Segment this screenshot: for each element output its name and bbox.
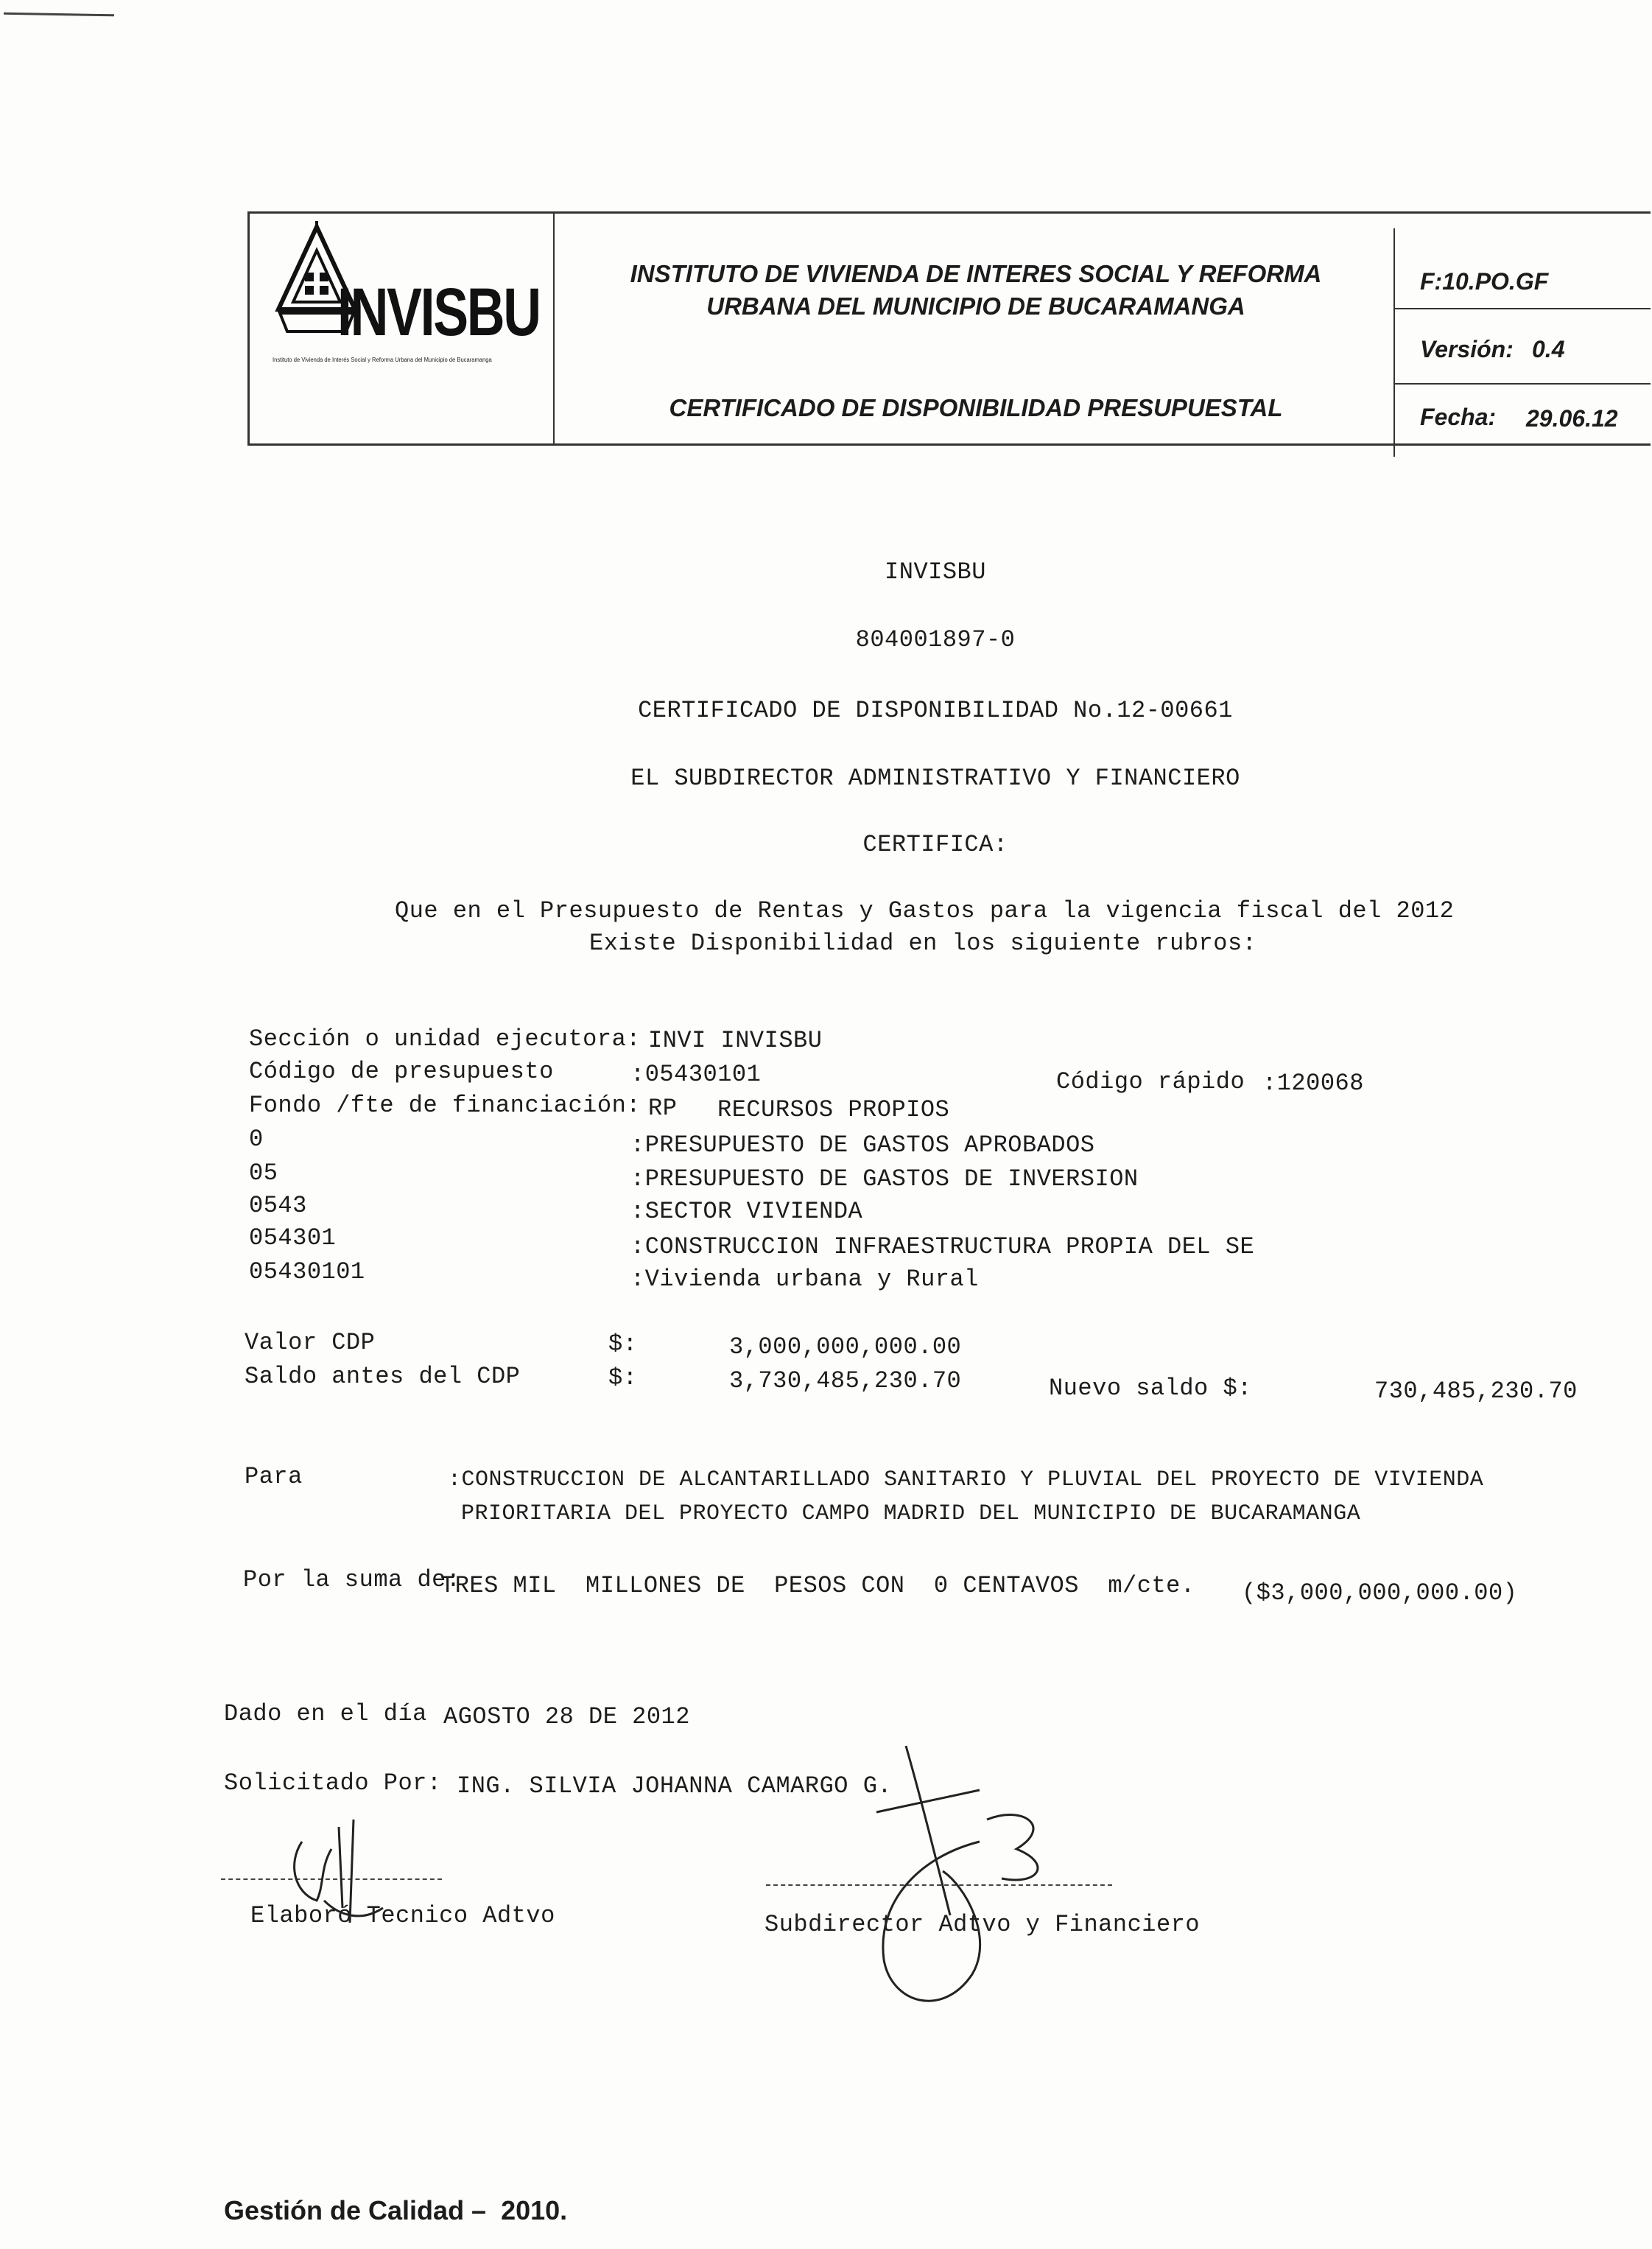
certificate-number: CERTIFICADO DE DISPONIBILIDAD No.12-00661 [638, 697, 1233, 724]
date-value: 29.06.12 [1526, 405, 1618, 432]
date-label: Fecha: [1420, 404, 1497, 430]
rubro-desc: :CONSTRUCCION INFRAESTRUCTURA PROPIA DEL SE [630, 1233, 1255, 1260]
solicitado-name: ING. SILVIA JOHANNA CAMARGO G. [457, 1772, 893, 1800]
codigo-rapido-value: :120068 [1262, 1070, 1364, 1097]
signature-left-caption: Elaboró Tecnico Adtvo [250, 1902, 555, 1929]
para-line1: :CONSTRUCCION DE ALCANTARILLADO SANITARIO Y PLUVIAL DEL PROYECTO DE VIVIENDA [448, 1467, 1484, 1492]
handwritten-signature-right [832, 1738, 1068, 2033]
nuevo-saldo-label: Nuevo saldo $: [1049, 1375, 1252, 1402]
para-line2: PRIORITARIA DEL PROYECTO CAMPO MADRID DEL MUNICIPIO DE BUCARAMANGA [461, 1501, 1361, 1526]
solicitado-label: Solicitado Por: [224, 1769, 442, 1797]
seccion-value: INVI INVISBU [648, 1027, 823, 1054]
suma-number: ($3,000,000,000.00) [1242, 1579, 1518, 1607]
handwritten-signature-left [273, 1797, 420, 1930]
codigo-rapido-label: Código rápido [1056, 1068, 1245, 1095]
rubro-desc: :SECTOR VIVIENDA [630, 1198, 863, 1225]
rubro-desc: :Vivienda urbana y Rural [630, 1266, 979, 1293]
institution-line1: INSTITUTO DE VIVIENDA DE INTERES SOCIAL Y REFORMA [630, 260, 1322, 287]
rubro-code: 0543 [249, 1192, 307, 1219]
dado-date: AGOSTO 28 DE 2012 [443, 1703, 690, 1730]
codigo-value: :05430101 [630, 1061, 762, 1088]
logo [273, 221, 540, 383]
entity-name: INVISBU [885, 558, 986, 586]
form-code: F:10.PO.GF [1420, 268, 1549, 295]
valor-cdp-label: Valor CDP [245, 1329, 376, 1356]
fondo-label: Fondo /fte de financiación: [249, 1092, 641, 1119]
suma-words: TRES MIL MILLONES DE PESOS CON 0 CENTAVOS m/cte. [440, 1572, 1195, 1599]
institution-line2: URBANA DEL MUNICIPIO DE BUCARAMANGA [706, 292, 1245, 320]
fondo-value: RECURSOS PROPIOS [717, 1096, 950, 1123]
certifica-heading: CERTIFICA: [862, 831, 1008, 858]
rubro-desc: :PRESUPUESTO DE GASTOS APROBADOS [630, 1131, 1095, 1159]
logo-tagline: Instituto de Vivienda de Interés Social y Reforma Urbana del Municipio de Bucaramanga [273, 357, 492, 363]
signature-right-caption: Subdirector Adtvo y Financiero [765, 1911, 1201, 1938]
rubro-desc: :PRESUPUESTO DE GASTOS DE INVERSION [630, 1165, 1139, 1193]
logo-text: INVISBU [337, 275, 540, 350]
dado-label: Dado en el día [224, 1700, 427, 1727]
valor-cdp-currency: $: [608, 1330, 638, 1358]
codigo-label: Código de presupuesto [249, 1058, 554, 1085]
version-value: 0.4 [1532, 336, 1565, 362]
fondo-code: RP [648, 1095, 678, 1122]
quality-footer: Gestión de Calidad – 2010. [224, 2195, 568, 2225]
para-label: Para [245, 1463, 303, 1490]
saldo-label: Saldo antes del CDP [245, 1363, 521, 1390]
document-title: CERTIFICADO DE DISPONIBILIDAD PRESUPUESTAL [669, 394, 1283, 421]
nit-number: 804001897-0 [855, 626, 1016, 653]
valor-cdp-amount: 3,000,000,000.00 [729, 1333, 962, 1361]
nuevo-saldo-amount: 730,485,230.70 [1374, 1378, 1578, 1405]
suma-label: Por la suma de: [243, 1566, 461, 1593]
rubro-code: 05430101 [249, 1258, 365, 1285]
saldo-currency: $: [608, 1364, 638, 1392]
rubro-code: 0 [249, 1126, 264, 1153]
scan-mark [4, 13, 114, 17]
rubro-code: 054301 [249, 1224, 337, 1252]
saldo-amount: 3,730,485,230.70 [729, 1367, 962, 1394]
intro-line2: Existe Disponibilidad en los siguiente rubros: [589, 930, 1257, 957]
seccion-label: Sección o unidad ejecutora: [249, 1025, 641, 1053]
signer-role: EL SUBDIRECTOR ADMINISTRATIVO Y FINANCIERO [630, 765, 1240, 792]
intro-line1: Que en el Presupuesto de Rentas y Gastos para la vigencia fiscal del 2012 [395, 897, 1455, 924]
version-label: Versión: [1420, 336, 1514, 362]
rubro-code: 05 [249, 1159, 278, 1187]
